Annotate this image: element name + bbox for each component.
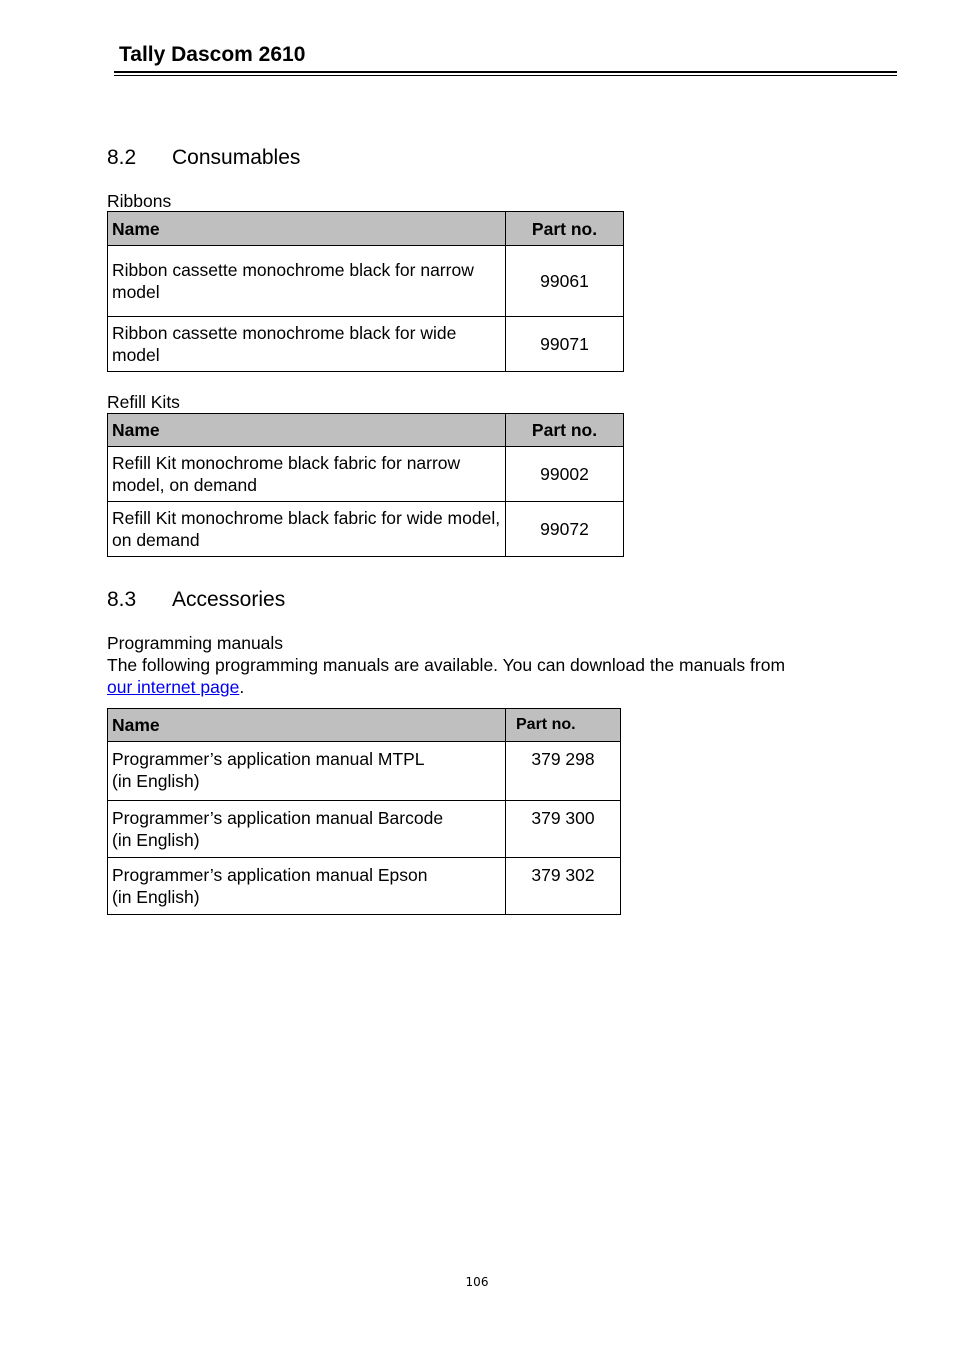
column-header-part-no: Part no. xyxy=(506,212,624,246)
section-title: Accessories xyxy=(172,588,286,611)
cell-name: Refill Kit monochrome black fabric for narrow model, on demand xyxy=(108,447,506,502)
cell-part-no: 379 300 xyxy=(506,801,621,858)
manual-language: (in English) xyxy=(112,830,200,850)
section-title: Consumables xyxy=(172,146,301,169)
cell-name xyxy=(108,858,506,915)
cell-name: Ribbon cassette monochrome black for wide model xyxy=(108,317,506,372)
manual-title: Programmer’s application manual MTPL xyxy=(112,749,425,769)
manual-language: (in English) xyxy=(112,887,200,907)
cell-name: Refill Kit monochrome black fabric for wide model, on demand xyxy=(108,502,506,557)
cell-part-no: 99002 xyxy=(506,447,624,502)
refill-kits-table xyxy=(107,413,624,557)
table-row xyxy=(108,246,624,317)
column-header-name: Name xyxy=(108,414,506,447)
ribbons-caption: Ribbons xyxy=(107,191,172,211)
cell-name xyxy=(108,801,506,858)
manual-title: Programmer’s application manual Barcode xyxy=(112,808,444,828)
table-header-row xyxy=(108,414,624,447)
ribbons-table xyxy=(107,211,624,372)
intro-trailing-period: . xyxy=(239,677,245,697)
table-row xyxy=(108,858,621,915)
table-row xyxy=(108,447,624,502)
column-header-name: Name xyxy=(108,709,506,742)
programming-manuals-caption: Programming manuals xyxy=(107,633,284,653)
document-header-title: Tally Dascom 2610 xyxy=(119,43,306,66)
cell-name: Ribbon cassette monochrome black for narrow model xyxy=(108,246,506,317)
table-header-row xyxy=(108,212,624,246)
manual-language: (in English) xyxy=(112,771,200,791)
manuals-intro-paragraph xyxy=(107,654,887,698)
column-header-part-no: Part no. xyxy=(506,709,621,742)
programming-manuals-table xyxy=(107,708,621,915)
column-header-part-no: Part no. xyxy=(506,414,624,447)
table-row xyxy=(108,317,624,372)
internet-page-link[interactable]: our internet page xyxy=(107,677,240,697)
cell-part-no: 99071 xyxy=(506,317,624,372)
section-heading-consumables xyxy=(107,145,300,171)
section-number: 8.2 xyxy=(107,146,137,169)
section-heading-accessories xyxy=(107,587,285,613)
refill-kits-caption: Refill Kits xyxy=(107,392,180,412)
table-row xyxy=(108,801,621,858)
table-row xyxy=(108,742,621,801)
intro-text: The following programming manuals are available. You can download the manuals from xyxy=(107,655,786,675)
cell-part-no: 99061 xyxy=(506,246,624,317)
page-number: 106 xyxy=(465,1275,489,1289)
cell-part-no: 379 298 xyxy=(506,742,621,801)
table-header-row xyxy=(108,709,621,742)
manual-title: Programmer’s application manual Epson xyxy=(112,865,428,885)
cell-part-no: 379 302 xyxy=(506,858,621,915)
cell-name xyxy=(108,742,506,801)
table-row xyxy=(108,502,624,557)
header-rule-thick xyxy=(114,71,897,73)
cell-part-no: 99072 xyxy=(506,502,624,557)
header-rule-thin xyxy=(114,75,897,76)
column-header-name: Name xyxy=(108,212,506,246)
section-number: 8.3 xyxy=(107,588,137,611)
